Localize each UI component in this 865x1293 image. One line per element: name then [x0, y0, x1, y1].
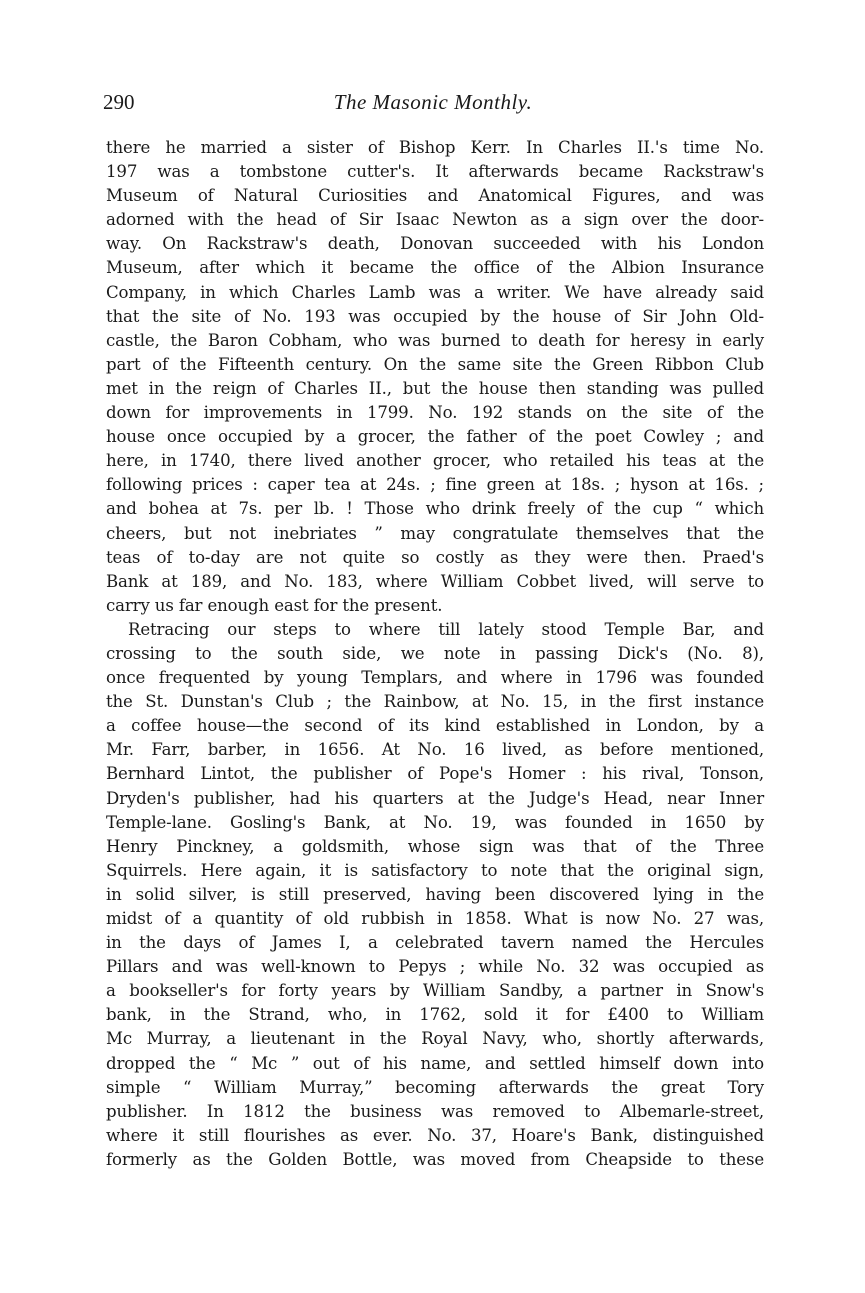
text-line: a bookseller's for forty years by William Sandby, a partner in Snow's — [106, 981, 764, 1001]
text-line: house once occupied by a grocer, the father of the poet Cowley ; and — [106, 427, 764, 447]
text-line: simple “ William Murray,” becoming afterwards the great Tory — [106, 1077, 764, 1097]
text-line: publisher. In 1812 the business was removed to Albemarle-street, — [106, 1101, 764, 1121]
text-line: where it still flourishes as ever. No. 37, Hoare's Bank, distinguished — [106, 1125, 764, 1145]
text-line: castle, the Baron Cobham, who was burned to death for heresy in early — [106, 330, 764, 350]
text-line: Mr. Farr, barber, in 1656. At No. 16 lived, as before mentioned, — [106, 740, 764, 760]
text-line: Bank at 189, and No. 183, where William Cobbet lived, will serve to — [106, 571, 764, 591]
text-line: 197 was a tombstone cutter's. It afterwards became Rackstraw's — [106, 162, 764, 182]
page-header — [103, 88, 763, 118]
text-line: in the days of James I, a celebrated tavern named the Hercules — [106, 933, 764, 953]
text-line: Bernhard Lintot, the publisher of Pope's Homer : his rival, Tonson, — [106, 764, 764, 784]
text-line: down for improvements in 1799. No. 192 stands on the site of the — [106, 403, 764, 423]
text-line: adorned with the head of Sir Isaac Newton as a sign over the door- — [106, 210, 764, 230]
text-line: following prices : caper tea at 24s. ; fine green at 18s. ; hyson at 16s. ; — [106, 475, 764, 495]
text-line: teas of to-day are not quite so costly as they were then. Praed's — [106, 547, 764, 567]
paragraph-last-line: carry us far enough east for the present. — [106, 595, 443, 615]
text-line: Pillars and was well-known to Pepys ; while No. 32 was occupied as — [106, 957, 764, 977]
text-line: Mc Murray, a lieutenant in the Royal Navy, who, shortly afterwards, — [106, 1029, 764, 1049]
text-line: the St. Dunstan's Club ; the Rainbow, at No. 15, in the first instance — [106, 692, 764, 712]
page-number: 290 — [103, 90, 135, 114]
text-line: Company, in which Charles Lamb was a writer. We have already said — [106, 282, 764, 302]
text-line: part of the Fifteenth century. On the same site the Green Ribbon Club — [106, 354, 764, 374]
text-line: dropped the “ Mc ” out of his name, and settled himself down into — [106, 1053, 764, 1073]
text-line: met in the reign of Charles II., but the house then standing was pulled — [106, 378, 764, 398]
text-line: a coffee house—the second of its kind established in London, by a — [106, 716, 764, 736]
text-line: here, in 1740, there lived another grocer, who retailed his teas at the — [106, 451, 764, 471]
text-line: that the site of No. 193 was occupied by the house of Sir John Old- — [106, 306, 764, 326]
paragraph-first-line: Retracing our steps to where till lately stood Temple Bar, and — [128, 619, 764, 639]
text-line: formerly as the Golden Bottle, was moved from Cheapside to these — [106, 1149, 764, 1169]
text-line: Squirrels. Here again, it is satisfactory to note that the original sign, — [106, 860, 764, 880]
text-line: in solid silver, is still preserved, having been discovered lying in the — [106, 884, 764, 904]
text-line: and bohea at 7s. per lb. ! Those who drink freely of the cup “ which — [106, 499, 764, 519]
text-line: Dryden's publisher, had his quarters at the Judge's Head, near Inner — [106, 788, 764, 808]
text-line: bank, in the Strand, who, in 1762, sold it for £400 to William — [106, 1005, 764, 1025]
text-line: crossing to the south side, we note in passing Dick's (No. 8), — [106, 643, 764, 663]
body-text — [106, 136, 764, 1172]
text-line: Temple-lane. Gosling's Bank, at No. 19, was founded in 1650 by — [106, 812, 764, 832]
text-line: there he married a sister of Bishop Kerr. In Charles II.'s time No. — [106, 138, 764, 157]
text-line: way. On Rackstraw's death, Donovan succeeded with his London — [106, 234, 764, 254]
text-line: Henry Pinckney, a goldsmith, whose sign was that of the Three — [106, 836, 764, 856]
text-line: Museum of Natural Curiosities and Anatomical Figures, and was — [106, 186, 764, 206]
text-line: cheers, but not inebriates ” may congratulate themselves that the — [106, 523, 764, 543]
text-line: midst of a quantity of old rubbish in 1858. What is now No. 27 was, — [106, 909, 764, 928]
running-title: The Masonic Monthly. — [333, 90, 533, 114]
text-line: Museum, after which it became the office of the Albion Insurance — [106, 258, 764, 278]
text-line: once frequented by young Templars, and where in 1796 was founded — [106, 668, 764, 688]
